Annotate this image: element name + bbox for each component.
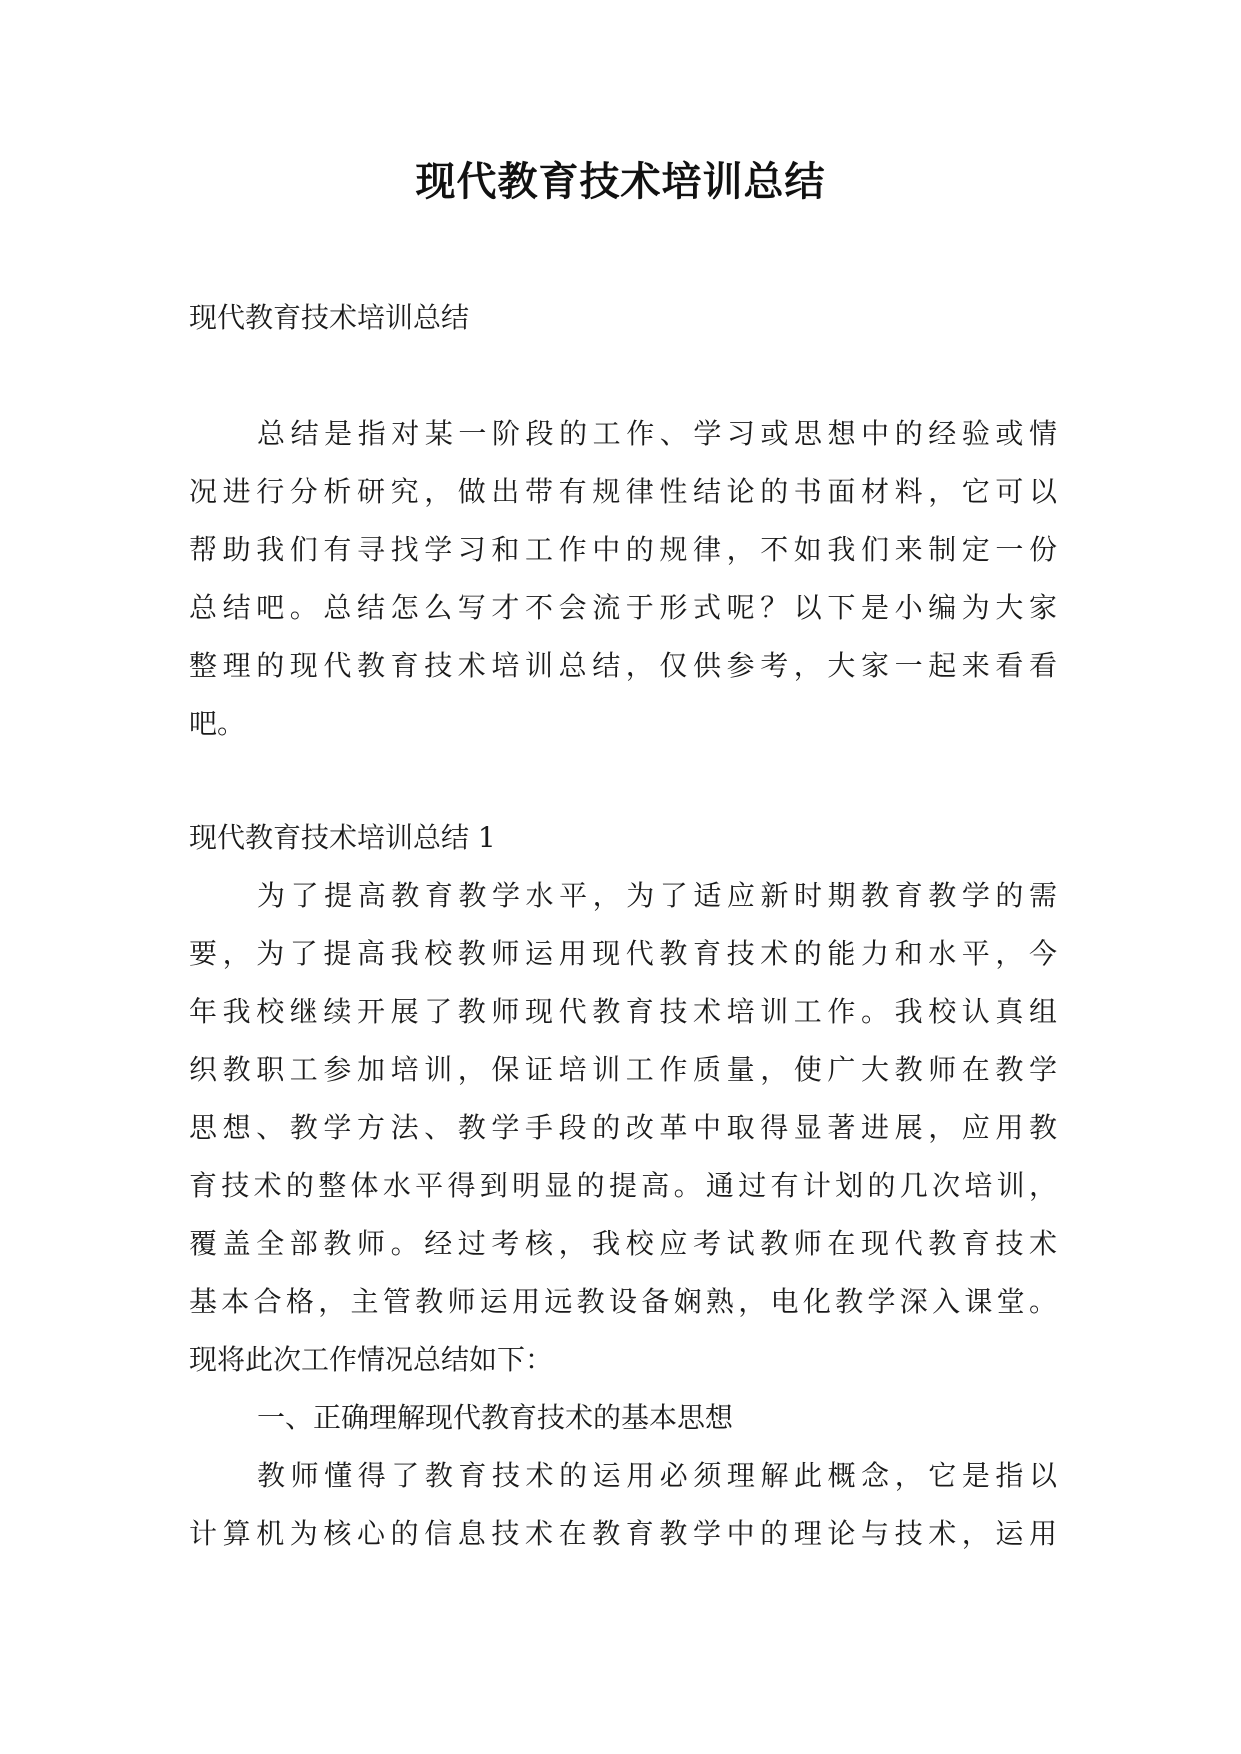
intro-line: 整理的现代教育技术培训总结，仅供参考，大家一起来看看 [189, 649, 1057, 682]
section-heading: 现代教育技术培训总结 1 [189, 821, 496, 854]
intro-line: 况进行分析研究，做出带有规律性结论的书面材料，它可以 [189, 475, 1057, 508]
intro-line: 帮助我们有寻找学习和工作中的规律，不如我们来制定一份 [189, 533, 1057, 566]
section1-line: 年我校继续开展了教师现代教育技术培训工作。我校认真组 [189, 995, 1057, 1028]
intro-line: 总结是指对某一阶段的工作、学习或思想中的经验或情 [257, 417, 1057, 450]
blank-line [189, 753, 1057, 809]
blank-line [189, 347, 1057, 405]
section1-line: 覆盖全部教师。经过考核，我校应考试教师在现代教育技术 [189, 1227, 1057, 1260]
section1-line: 要，为了提高我校教师运用现代教育技术的能力和水平，今 [189, 937, 1057, 970]
section1-line: 育技术的整体水平得到明显的提高。通过有计划的几次培训， [189, 1169, 1057, 1202]
intro-line: 吧。 [189, 707, 246, 740]
intro-line: 总结吧。总结怎么写才不会流于形式呢？以下是小编为大家 [189, 591, 1057, 624]
section1-line: 织教职工参加培训，保证培训工作质量，使广大教师在教学 [189, 1053, 1057, 1086]
section1-line: 基本合格，主管教师运用远教设备娴熟，电化教学深入课堂。 [189, 1285, 1057, 1318]
section1-paragraph [189, 867, 1057, 1389]
subheading: 一、正确理解现代教育技术的基本思想 [257, 1401, 734, 1434]
section2-paragraph [189, 1447, 1057, 1563]
section1-line: 现将此次工作情况总结如下： [189, 1343, 554, 1376]
intro-paragraph [189, 405, 1057, 753]
section1-line: 思想、教学方法、教学手段的改革中取得显著进展，应用教 [189, 1111, 1057, 1144]
document-subtitle: 现代教育技术培训总结 [189, 301, 470, 334]
document-title: 现代教育技术培训总结 [415, 158, 826, 205]
section1-line: 为了提高教育教学水平，为了适应新时期教育教学的需 [257, 879, 1057, 912]
section2-line: 教师懂得了教育技术的运用必须理解此概念，它是指以 [257, 1459, 1057, 1492]
section2-line: 计算机为核心的信息技术在教育教学中的理论与技术，运用 [189, 1517, 1057, 1550]
document-body [189, 289, 1057, 1563]
